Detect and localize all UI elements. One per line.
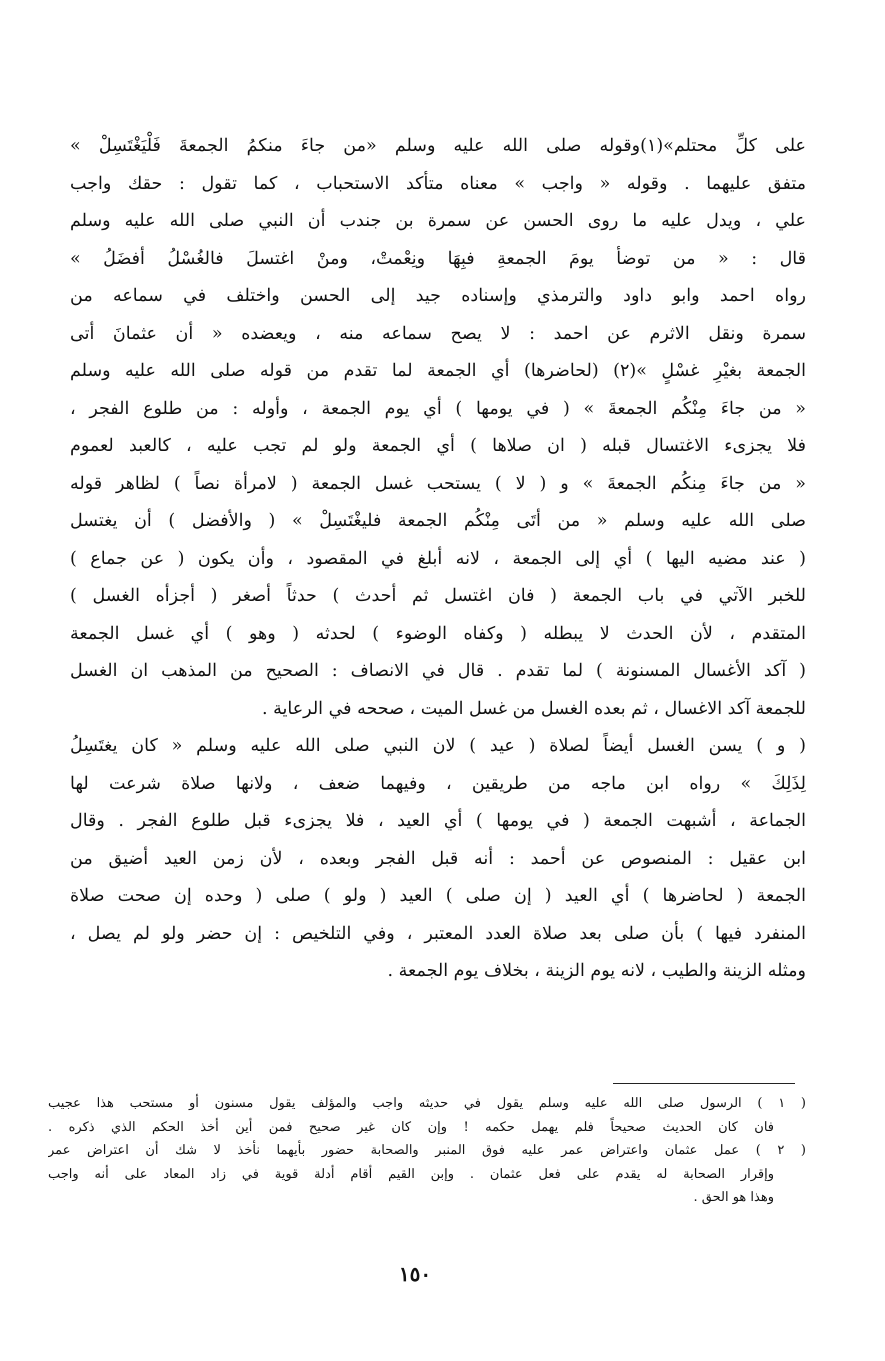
- footnote-line: وهذا هو الحق .: [693, 1190, 774, 1205]
- text-line: ( عند مضيه اليها ) أي إلى الجمعة ، لانه أبلغ في المقصود ، وأن يكون ( عن جماع ): [70, 548, 806, 569]
- text-line: « من جاءَ مِنكُم الجمعةَ » و ( لا ) يستحب غسل الجمعة ( لامرأة نصاً ) لظاهر قوله: [70, 473, 806, 494]
- text-line: الجماعة ، أشبهت الجمعة ( في يومها ) أي العيد ، فلا يجزىء قبل طلوع الفجر . وقال: [70, 811, 806, 831]
- text-line: صلى الله عليه وسلم « من أتَى مِنْكُم الجمعة فليغْتَسِلْ » ( والأفضل ) أن يغتسل: [70, 511, 806, 531]
- footnote-line: ( ٢ ) عمل عثمان واعتراض عمر عليه فوق المنبر والصحابة حضور بأيهما نأخذ لا شك أن اعتراض عمر: [48, 1143, 806, 1158]
- text-line: الجمعة بغيْرِ غسْلٍ »(٢) (لحاضرها) أي الجمعة لما تقدم من قوله صلى الله عليه وسلم: [70, 361, 806, 381]
- text-line: للجمعة آكد الاغسال ، ثم بعده الغسل من غسل الميت ، صححه في الرعاية .: [262, 698, 806, 719]
- text-line: ( و ) يسن الغسل أيضاً لصلاة ( عيد ) لان النبي صلى الله عليه وسلم « كان يغتَسِلُ: [70, 736, 806, 756]
- text-line: علي ، ويدل عليه ما روى الحسن عن سمرة بن جندب أن النبي صلى الله عليه وسلم: [70, 211, 806, 231]
- text-line: متفق عليهما . وقوله « واجب » معناه متأكد الاستحباب ، كما تقول : حقك واجب: [70, 173, 806, 194]
- text-line: قال : « من توضأ يومَ الجمعةِ فبِهَا ونِعْمتْ، ومنْ اغتسلَ فالغُسْلُ أفضَلُ »: [70, 248, 806, 269]
- footnote-separator: [613, 1083, 795, 1084]
- text-line: ( آكد الأغسال المسنونة ) لما تقدم . قال في الانصاف : الصحيح من المذهب ان الغسل: [70, 661, 806, 681]
- text-line: « من جاءَ مِنْكُم الجمعةَ » ( في يومها ) أي يوم الجمعة ، وأوله : من طلوع الفجر ،: [70, 398, 806, 419]
- text-line: فلا يجزىء الاغتسال قبله ( ان صلاها ) أي الجمعة ولو لم تجب عليه ، كالعبد لعموم: [70, 436, 806, 456]
- footnote-line: ( ١ ) الرسول صلى الله عليه وسلم يقول في حديثه واجب والمؤلف يقول مسنون أو مستحب هذا عجيب: [48, 1096, 806, 1111]
- text-line: الجمعة ( لحاضرها ) أي العيد ( إن صلى ) العيد ( ولو ) صلى ( وحده إن صحت صلاة: [70, 886, 806, 906]
- footnote-line: وإقرار الصحابة له يقدم على فعل عثمان . وإبن القيم أقام أدلة قوية في زاد المعاد على أنه واجب: [48, 1166, 774, 1182]
- text-line: رواه احمد وابو داود والترمذي وإسناده جيد إلى الحسن واختلف في سماعه من: [70, 286, 806, 306]
- main-text-block: [70, 128, 806, 991]
- text-line: المتقدم ، لأن الحدث لا يبطله ( وكفاه الوضوء ) لحدثه ( وهو ) أي غسل الجمعة: [70, 623, 806, 644]
- text-line: لِذَلِكَ » رواه ابن ماجه من طريقين ، وفيهما ضعف ، ولانها صلاة شرعت لها: [70, 773, 806, 794]
- text-line: ابن عقيل : المنصوص عن أحمد : أنه قبل الفجر وبعده ، لأن زمن العيد أضيق من: [70, 848, 806, 869]
- text-line: ومثله الزينة والطيب ، لانه يوم الزينة ، بخلاف يوم الجمعة .: [387, 961, 806, 981]
- text-line: على كلِّ محتلم»(١)وقوله صلى الله عليه وسلم «من جاءَ منكمُ الجمعةَ فَلْيَغْتَسِلْ »: [70, 136, 806, 156]
- page-number: ١٥٠: [398, 1262, 432, 1286]
- footnotes-block: [48, 1092, 806, 1210]
- text-line: المنفرد فيها ) بأن صلى بعد صلاة العدد المعتبر ، وفي التلخيص : إن حضر ولو لم يصل ،: [70, 923, 806, 944]
- text-line: للخبر الآتي في باب الجمعة ( فان اغتسل ثم أحدث ) حدثاً أصغر ( أجزأه الغسل ): [70, 586, 806, 606]
- text-line: سمرة ونقل الاثرم عن احمد : لا يصح سماعه منه ، ويعضده « أن عثمانَ أتى: [70, 323, 806, 344]
- footnote-line: فان كان الحديث صحيحاً فلم يهمل حكمه ! وإن كان غير صحيح فمن أين أخذ الحكم الذي ذكره .: [48, 1119, 774, 1135]
